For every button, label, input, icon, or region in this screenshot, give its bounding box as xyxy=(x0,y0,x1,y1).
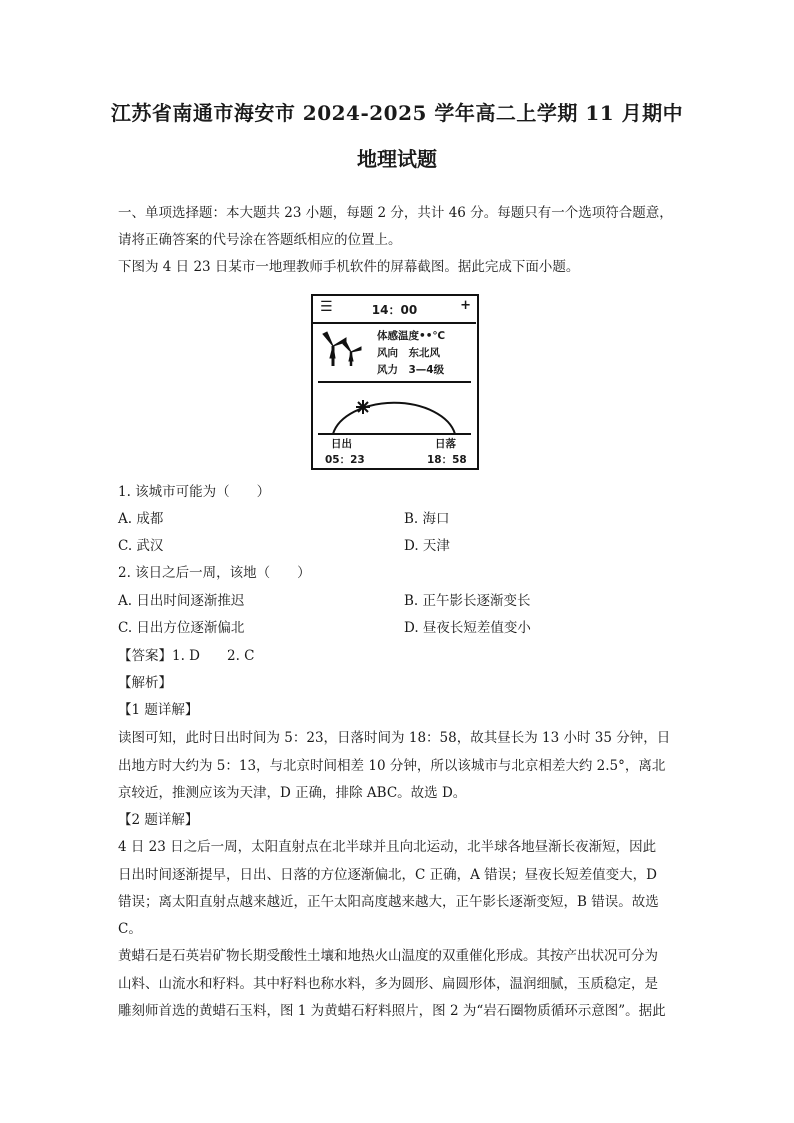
option-b: B. 正午影长逐渐变长 xyxy=(404,593,531,609)
sunset-label: 日落 xyxy=(435,438,456,450)
option-b: B. 海口 xyxy=(404,511,450,527)
option-c: C. 武汉 xyxy=(118,538,164,554)
page-subtitle: 地理试题 xyxy=(357,147,437,171)
sunset-time: 18：58 xyxy=(427,454,467,466)
paragraph-line: 出地方时大约为 5：13，与北京时间相差 10 分钟，所以该城市与北京相差大约 2.5°，离北 xyxy=(118,758,666,774)
paragraph-line: 日出时间逐渐提早，日出、日落的方位逐渐偏北，C 正确，A 错误；昼夜长短差值变大，D xyxy=(118,867,657,883)
paragraph-line: C。 xyxy=(118,921,142,937)
sunrise-label: 日出 xyxy=(331,438,352,450)
paragraph-line: 雕刻师首选的黄蜡石玉料，图 1 为黄蜡石籽料照片，图 2 为“岩石圈物质循环示意图”。据此 xyxy=(118,1003,666,1019)
page-title: 江苏省南通市海安市 2024-2025 学年高二上学期 11 月期中 xyxy=(110,101,684,125)
wind-direction: 风向 东北风 xyxy=(377,347,440,359)
paragraph-line: 4 日 23 日之后一周，太阳直射点在北半球并且向北运动，北半球各地昼渐长夜渐短，因此 xyxy=(118,839,657,855)
wind-turbine-icon xyxy=(323,332,361,366)
option-a: A. 成都 xyxy=(118,511,164,527)
phone-screenshot-figure xyxy=(311,294,479,470)
question-2-stem: 2. 该日之后一周，该地（ ） xyxy=(118,565,311,581)
paragraph-line: 黄蜡石是石英岩矿物长期受酸性土壤和地热火山温度的双重催化形成。其按产出状况可分为 xyxy=(118,948,658,964)
instructions-line: 请将正确答案的代号涂在答题纸相应的位置上。 xyxy=(118,232,402,248)
wind-force: 风力 3—4级 xyxy=(377,364,445,376)
phone-time: 14：00 xyxy=(371,303,418,317)
menu-icon: ☰ xyxy=(320,299,333,315)
sun-icon xyxy=(356,400,370,414)
paragraph-line: 山料、山流水和籽料。其中籽料也称水料，多为圆形、扁圆形体，温润细腻，玉质稳定，是 xyxy=(118,976,658,992)
paragraph-line: 错误；离太阳直射点越来越近，正午太阳高度越来越大，正午影长逐渐变短，B 错误。故选 xyxy=(118,894,659,910)
analysis-heading: 【解析】 xyxy=(118,675,172,691)
question-context: 下图为 4 日 23 日某市一地理教师手机软件的屏幕截图。据此完成下面小题。 xyxy=(118,259,580,275)
detail-2-heading: 【2 题详解】 xyxy=(118,812,199,828)
sun-path-arc xyxy=(333,403,455,434)
option-d: D. 昼夜长短差值变小 xyxy=(404,620,531,636)
option-a: A. 日出时间逐渐推迟 xyxy=(118,593,245,609)
option-d: D. 天津 xyxy=(404,538,450,554)
answer-line: 【答案】1. D 2. C xyxy=(118,648,255,664)
feel-temperature: 体感温度••℃ xyxy=(377,330,446,342)
detail-1-heading: 【1 题详解】 xyxy=(118,702,199,718)
instructions-line: 一、单项选择题：本大题共 23 小题，每题 2 分，共计 46 分。每题只有一个选项符合题意， xyxy=(118,205,673,221)
option-c: C. 日出方位逐渐偏北 xyxy=(118,620,245,636)
divider xyxy=(318,381,471,383)
paragraph-line: 读图可知，此时日出时间为 5：23，日落时间为 18：58，故其昼长为 13 小时 35 分钟，日 xyxy=(118,730,671,746)
plus-icon: + xyxy=(460,298,471,313)
paragraph-line: 京较近，推测应该为天津，D 正确，排除 ABC。故选 D。 xyxy=(118,785,467,801)
question-1-stem: 1. 该城市可能为（ ） xyxy=(118,484,271,500)
sunrise-time: 05：23 xyxy=(325,454,365,466)
